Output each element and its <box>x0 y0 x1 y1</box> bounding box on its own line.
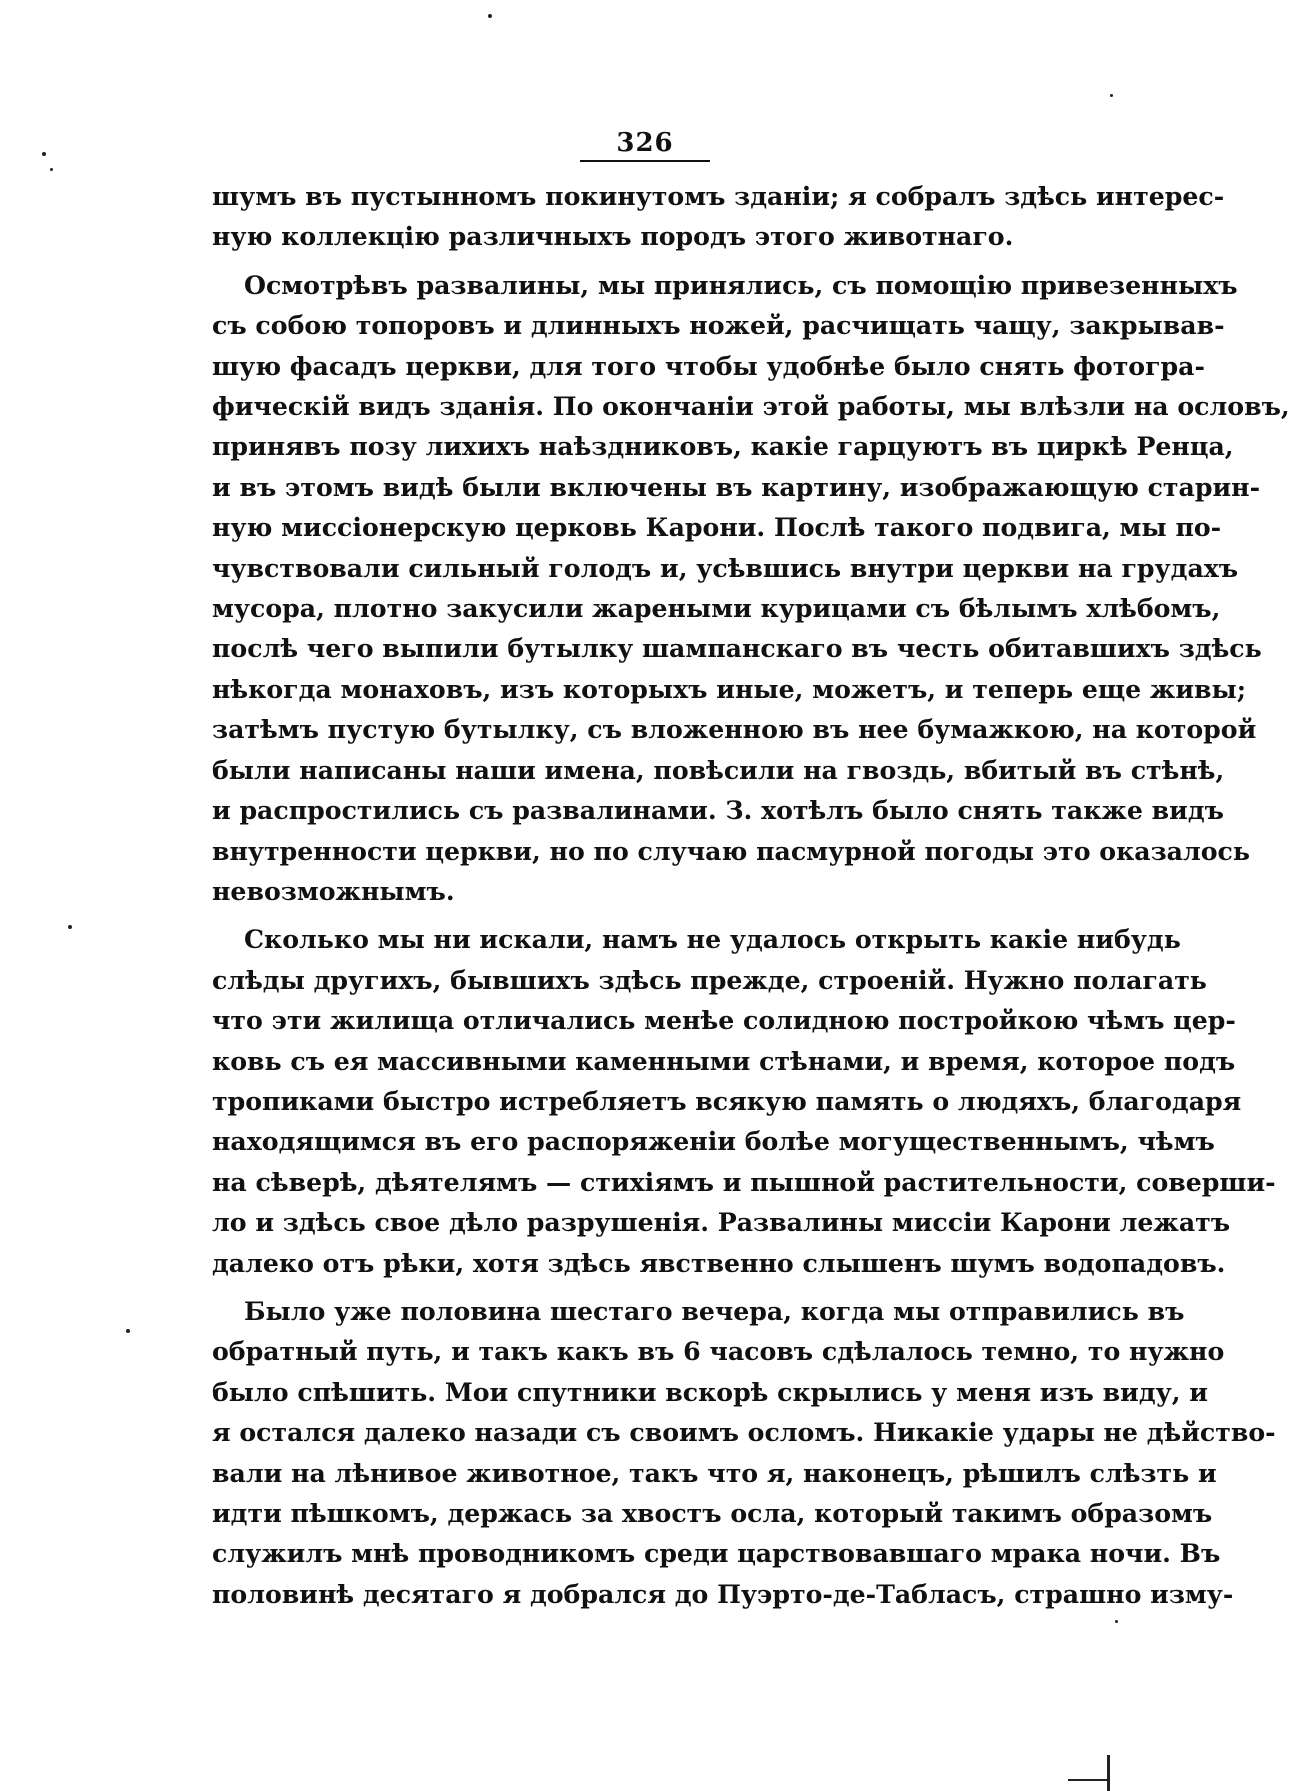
scan-speck <box>42 152 46 156</box>
paragraph <box>212 919 1276 1283</box>
text-line: съ собою топоровъ и длинныхъ ножей, расчищать чащу, закрывав- <box>212 310 1225 341</box>
scan-speck <box>50 168 53 171</box>
scan-speck <box>488 14 492 18</box>
text-line: шую фасадъ церкви, для того чтобы удобнѣе было снять фотогра- <box>212 350 1205 381</box>
text-line: половинѣ десятаго я добрался до Пуэрто-де-Табласъ, страшно изму- <box>212 1578 1234 1609</box>
body-text <box>212 176 1290 1614</box>
text-line: далеко отъ рѣки, хотя здѣсь явственно слышенъ шумъ водопадовъ. <box>212 1247 1226 1278</box>
text-line: Было уже половина шестаго вечера, когда мы отправились въ <box>244 1295 1185 1326</box>
text-line: ло и здѣсь свое дѣло разрушенія. Развалины миссіи Карони лежатъ <box>212 1207 1231 1238</box>
text-line: обратный путь, и такъ какъ въ 6 часовъ сдѣлалось темно, то нужно <box>212 1336 1225 1367</box>
text-line: чувствовали сильный голодъ и, усѣвшись внутри церкви на грудахъ <box>212 552 1239 583</box>
text-line: ную миссіонерскую церковь Карони. Послѣ такого подвига, мы по- <box>212 512 1222 543</box>
scan-speck <box>68 925 72 929</box>
text-line: что эти жилища отличались менѣе солидною постройкою чѣмъ цер- <box>212 1005 1236 1036</box>
text-line: вали на лѣнивое животное, такъ что я, наконецъ, рѣшилъ слѣзть и <box>212 1457 1217 1488</box>
text-line: невозможнымъ. <box>212 875 455 906</box>
text-line: и въ этомъ видѣ были включены въ картину, изображающую старин- <box>212 471 1261 502</box>
scan-speck <box>1110 94 1113 97</box>
text-line: на сѣверѣ, дѣятелямъ — стихіямъ и пышной растительности, соверши- <box>212 1166 1276 1197</box>
text-line: мусора, плотно закусили жареными курицами съ бѣлымъ хлѣбомъ, <box>212 593 1221 624</box>
paragraph <box>212 1291 1276 1614</box>
text-line: внутренности церкви, но по случаю пасмурной погоды это оказалось <box>212 835 1250 866</box>
scan-speck <box>126 1329 130 1333</box>
text-line: идти пѣшкомъ, держась за хвостъ осла, который такимъ образомъ <box>212 1498 1213 1528</box>
text-line: принявъ позу лихихъ наѣздниковъ, какіе гарцуютъ въ циркѣ Ренца, <box>212 431 1234 462</box>
text-line: ковь съ ея массивными каменными стѣнами, и время, которое подъ <box>212 1045 1236 1076</box>
text-line: Осмотрѣвъ развалины, мы принялись, съ помощію привезенныхъ <box>244 269 1238 300</box>
text-line: Сколько мы ни искали, намъ не удалось открыть какіе нибудь <box>244 924 1181 955</box>
text-line: слѣды другихъ, бывшихъ здѣсь прежде, строеній. Нужно полагать <box>212 964 1207 995</box>
text-line: было спѣшить. Мои спутники вскорѣ скрылись у меня изъ виду, и <box>212 1376 1208 1407</box>
text-line: нѣкогда монаховъ, изъ которыхъ иные, можетъ, и теперь еще живы; <box>212 673 1247 704</box>
text-line: тропиками быстро истребляетъ всякую память о людяхъ, благодаря <box>212 1085 1242 1116</box>
text-line: фическій видъ зданія. По окончаніи этой работы, мы влѣзли на ословъ, <box>212 391 1290 422</box>
text-line: находящимся въ его распоряженіи болѣе могущественнымъ, чѣмъ <box>212 1126 1215 1157</box>
text-line: ную коллекцію различныхъ породъ этого животнаго. <box>212 221 1014 252</box>
page-number: 326 <box>580 128 710 162</box>
text-line: и распростились съ развалинами. З. хотѣлъ было снять также видъ <box>212 795 1224 826</box>
text-line: шумъ въ пустынномъ покинутомъ зданіи; я собралъ здѣсь интерес- <box>212 181 1225 211</box>
text-line: затѣмъ пустую бутылку, съ вложенною въ нее бумажкою, на которой <box>212 714 1257 745</box>
text-line: послѣ чего выпили бутылку шампанскаго въ честь обитавшихъ здѣсь <box>212 633 1262 664</box>
paragraph <box>212 265 1290 912</box>
scan-speck <box>1115 1620 1118 1623</box>
scan-edge-mark <box>1068 1779 1108 1781</box>
scan-edge-mark <box>1107 1755 1110 1791</box>
text-line: были написаны наши имена, повѣсили на гвоздь, вбитый въ стѣнѣ, <box>212 754 1225 785</box>
text-line: я остался далеко назади съ своимъ осломъ. Никакіе удары не дѣйство- <box>212 1417 1276 1448</box>
paragraph <box>212 176 1225 257</box>
text-line: служилъ мнѣ проводникомъ среди царствовавшаго мрака ночи. Въ <box>212 1538 1221 1569</box>
